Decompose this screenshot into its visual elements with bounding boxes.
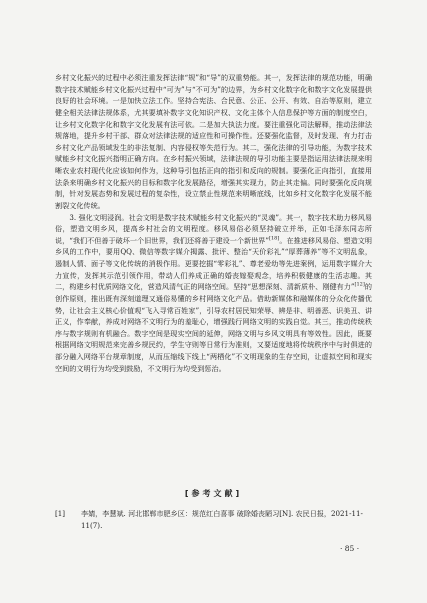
reference-text: 李婧，李慧斌. 河北邯郸市肥乡区：规范红白喜事 破除婚丧陋习[N]. 农民日报，2021-11-11(7). [81, 509, 363, 530]
reference-number: [1] [55, 509, 66, 518]
body-paragraph: 乡村文化振兴的过程中必须注重发挥法律“规”和“导”的双重势能。其一，发挥法律的规范功能，明确数字技术赋能乡村文化振兴过程中“可为”与“不可为”的边界，为乡村文化数字化和数字文化发展提供良好的社会环境。一是加快立法工作。坚持合宪法、合民意、公正、公开、有效、自治等原则，建立健全相关法律法规体系，尤其要填补数字文化知识产权、文化主体个人信息保护等方面的制度空白，让乡村文化数字化和数字文化发展有法可依。二是加大执法力度。要注重强化司法解释，推动法律法规落地，提升乡村干部、群众对法律法规的适应性和可操作性。还要强化监督，及时发现、有力打击乡村文化产品领域发生的非法复制、内容侵权等失范行为。其二，强化法律的引导功能，为数字技术赋能乡村文化振兴指明正确方向。在乡村振兴领域，法律法规的导引功能主要是指运用法律法规来明晰农业农村现代化应该如何作为，这种导引包括正向的指引和反向的规制。要强化正向指引，直接用法条来明确乡村文化振兴的目标和数字化发展路径，增强其实现力，防止其走偏。同时要强化反向规制，针对发展态势和发展过程的复杂性，设立禁止性规范来明晰底线，比如乡村文化数字化发展不能割裂文化传统。 [55, 73, 372, 210]
body-paragraph: 3. 强化文明浸润。社会文明是数字技术赋能乡村文化振兴的“灵魂”。其一，数字技术助力移风易俗，塑造文明乡风，提高乡村社会的文明程度。移风易俗必须坚持破立并举，正如毛泽东同志所说，“我们不但善于破坏一个旧世界，我们还将善于建设一个新世界”[18]。在推进移风易俗、塑造文明乡风的工作中，要用QQ、微信等数字媒介揭露、批评、整治“天价彩礼”“厚葬薄养”等不文明乱象，遏制人情、面子等文化传统的消极作用。更要挖掘“零彩礼”、尊老爱幼等先进案例，运用数字媒介大力宣传，发挥其示范引领作用，带动人们养成正确的婚丧嫁娶观念，培养积极健康的生活志趣。其二，构建乡村优质网络文化，营造风清气正的网络空间。坚持“思想深刻、清新质朴、刚健有力”[12]的创作原则，推出既有深刻道理又通俗易懂的乡村网络文化产品。借助新媒体和融媒体的分众化传播优势，让社会主义核心价值观“飞入寻常百姓家”，引导农村居民知荣辱、辨是非、明善恶、识美丑、讲正义，作奉献，养成对网络不文明行为的羞耻心，增强践行网络文明的实践自觉。其三，推动传统秩序与数字规则有机融合。数字空间是现实空间的延伸，网络文明与乡风文明具有等效性。因此，既要根据网络文明规范来完善乡规民约，学生守则等日常行为准则，又要适度地将传统秩序中与时俱进的部分融入网络平台规章制度，从而压缩线下线上“两栖化”不文明现象的生存空间，让虚拟空间和现实空间的文明行为均受到鼓励，不文明行为均受到惩治。 [55, 212, 372, 373]
references-heading: [参考文献] [184, 489, 243, 498]
references-list [55, 508, 372, 532]
page-number: · 85 · [340, 544, 360, 553]
citation-marker: [18] [269, 235, 280, 242]
article-body [55, 72, 372, 374]
citation-marker: [12] [354, 281, 365, 288]
reference-item [55, 508, 372, 532]
